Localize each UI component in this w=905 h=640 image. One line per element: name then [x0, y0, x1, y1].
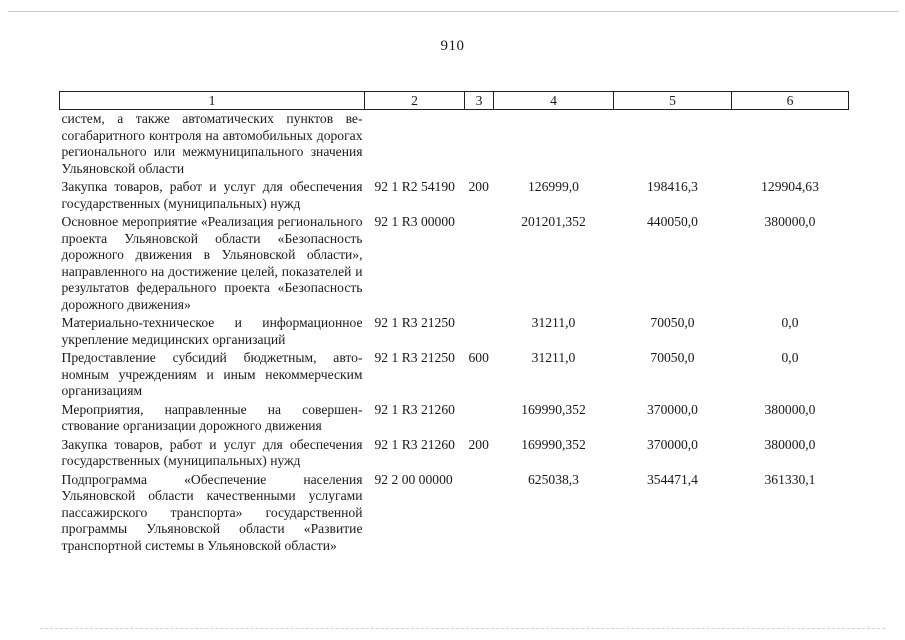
row-vr — [465, 110, 494, 179]
row-name: Основное мероприятие «Реализация регионального проекта Ульяновской области «Безопасность дорожного движения в Ульяновской области», направленного на достижение целей, показателей и результатов федерального проекта «Безопасность дорожного движения» — [61, 214, 363, 312]
row-code: 92 1 R3 00000 — [374, 214, 455, 229]
row-year1: 201201,352 — [521, 214, 586, 229]
row-year1: 31211,0 — [531, 350, 576, 365]
row-name: систем, а также автоматических пунктов весогабаритного контроля на автомобильных дорогах регионального или межмуниципального значения Ульяновской области — [61, 111, 363, 176]
row-year3 — [732, 110, 849, 179]
row-name: Закупка товаров, работ и услуг для обеспечения государственных (муниципальных) нужд — [61, 179, 363, 211]
header-col-year2: 5 — [614, 92, 732, 110]
row-code: 92 1 R2 54190 — [374, 179, 455, 194]
row-year3: 380000,0 — [764, 401, 816, 417]
table-header — [60, 92, 849, 110]
table-row — [60, 401, 849, 436]
header-col-year3: 6 — [732, 92, 849, 110]
table-row — [60, 213, 849, 314]
row-name: Подпрограмма «Обеспечение населения Ульяновской области качественными услугами пассажирского транспорта» государственной программы Ульяновской области «Развитие транспортной системы в Ульяновской области» — [61, 471, 363, 553]
row-year3: 361330,1 — [764, 471, 816, 487]
row-code: 92 1 R3 21260 — [374, 401, 455, 417]
row-year1 — [494, 110, 614, 179]
row-year1: 126999,0 — [528, 179, 579, 194]
row-year1: 31211,0 — [531, 315, 576, 330]
row-year1: 169990,352 — [521, 436, 586, 452]
row-year2: 198416,3 — [647, 179, 698, 194]
row-vr — [465, 471, 494, 556]
header-col-code: 2 — [365, 92, 465, 110]
row-year3: 129904,63 — [761, 179, 819, 194]
row-vr — [465, 213, 494, 314]
budget-table — [59, 91, 849, 555]
row-year2: 354471,4 — [647, 471, 698, 487]
row-vr — [465, 314, 494, 349]
table-row — [60, 349, 849, 401]
row-name: Мероприятия, направленные на совершенствование организации дорожного движения — [61, 401, 363, 433]
row-code: 92 1 R3 21260 — [374, 436, 455, 452]
header-col-year1: 4 — [494, 92, 614, 110]
row-code — [365, 110, 465, 179]
row-name: Материально-техническое и информационное укрепление медицинских организаций — [61, 315, 363, 347]
header-row — [60, 92, 849, 110]
row-year2: 440050,0 — [647, 214, 698, 229]
page-top-rule — [8, 11, 899, 12]
row-year3: 0,0 — [781, 350, 799, 365]
row-year1: 169990,352 — [521, 401, 586, 417]
table-body — [60, 110, 849, 556]
row-year2: 70050,0 — [650, 315, 695, 330]
row-year3: 380000,0 — [764, 436, 816, 452]
row-year2: 70050,0 — [650, 350, 695, 365]
table-row — [60, 110, 849, 179]
row-vr: 200 — [468, 436, 489, 452]
row-year2: 370000,0 — [647, 401, 698, 417]
row-vr: 600 — [468, 350, 489, 365]
row-code: 92 2 00 00000 — [374, 471, 453, 487]
row-vr: 200 — [468, 179, 489, 194]
row-year3: 380000,0 — [764, 214, 816, 229]
row-name: Закупка товаров, работ и услуг для обеспечения государственных (муниципальных) нужд — [61, 436, 363, 468]
row-year2: 370000,0 — [647, 436, 698, 452]
row-year1: 625038,3 — [528, 471, 579, 487]
table-row — [60, 471, 849, 556]
page-number: 910 — [440, 38, 465, 54]
page-bottom-scan-line — [40, 628, 885, 629]
header-col-name: 1 — [60, 92, 365, 110]
row-code: 92 1 R3 21250 — [374, 315, 455, 330]
table-row — [60, 178, 849, 213]
row-vr — [465, 401, 494, 436]
table-row — [60, 314, 849, 349]
row-year2 — [614, 110, 732, 179]
header-col-vr: 3 — [465, 92, 494, 110]
row-code: 92 1 R3 21250 — [374, 350, 455, 365]
table-row — [60, 436, 849, 471]
row-name: Предоставление субсидий бюджетным, автономным учреждениям и иным некоммерческим организациям — [61, 350, 363, 398]
row-year3: 0,0 — [781, 315, 799, 330]
